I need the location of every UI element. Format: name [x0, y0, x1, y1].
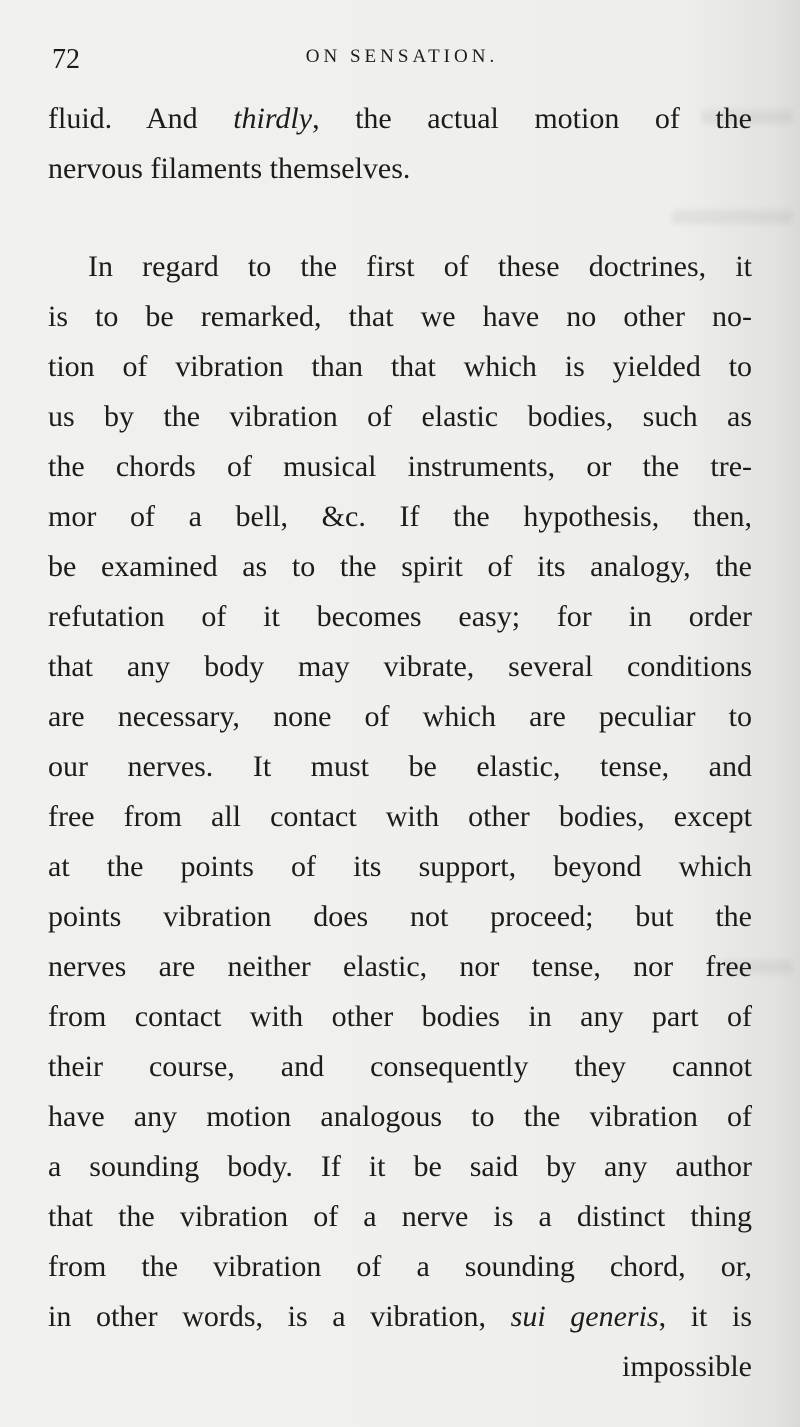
page-number: 72: [52, 44, 80, 75]
text-line: a sounding body. If it be said by any author: [48, 1150, 752, 1183]
text-line: at the points of its support, beyond which: [48, 850, 752, 883]
page-header: [52, 42, 752, 78]
text-line: tion of vibration than that which is yielded to: [48, 350, 752, 383]
running-title: ON SENSATION.: [305, 46, 499, 67]
text-line: be examined as to the spirit of its analogy, the: [48, 550, 752, 583]
text-line: their course, and consequently they cannot: [48, 1050, 752, 1083]
text-line: nervous filaments themselves.: [48, 152, 411, 185]
text-line: us by the vibration of elastic bodies, such as: [48, 400, 752, 433]
text-line: from the vibration of a sounding chord, or,: [48, 1250, 752, 1283]
text-line: nerves are neither elastic, nor tense, nor free: [48, 950, 752, 983]
text-line: have any motion analogous to the vibration of: [48, 1100, 752, 1133]
text-line: from contact with other bodies in any part of: [48, 1000, 752, 1033]
catchword: impossible: [621, 1350, 752, 1383]
text-line: In regard to the first of these doctrines, it: [88, 250, 752, 283]
text-line: fluid. And thirdly, the actual motion of the: [48, 102, 753, 135]
text-line: that the vibration of a nerve is a distinct thing: [48, 1200, 752, 1233]
text-line: mor of a bell, &c. If the hypothesis, then,: [48, 500, 752, 533]
text-line: in other words, is a vibration, sui generis, it is: [48, 1300, 753, 1333]
text-line: the chords of musical instruments, or the tre-: [48, 450, 752, 483]
text-line: is to be remarked, that we have no other no-: [48, 300, 752, 333]
text-line: free from all contact with other bodies, except: [48, 800, 752, 833]
text-line: that any body may vibrate, several conditions: [48, 650, 752, 683]
text-line: are necessary, none of which are peculiar to: [48, 700, 752, 733]
text-line: refutation of it becomes easy; for in order: [48, 600, 752, 633]
body-text: [48, 94, 752, 1392]
text-line: our nerves. It must be elastic, tense, and: [48, 750, 752, 783]
text-line: points vibration does not proceed; but the: [48, 900, 752, 933]
paragraph-break: [48, 194, 752, 242]
